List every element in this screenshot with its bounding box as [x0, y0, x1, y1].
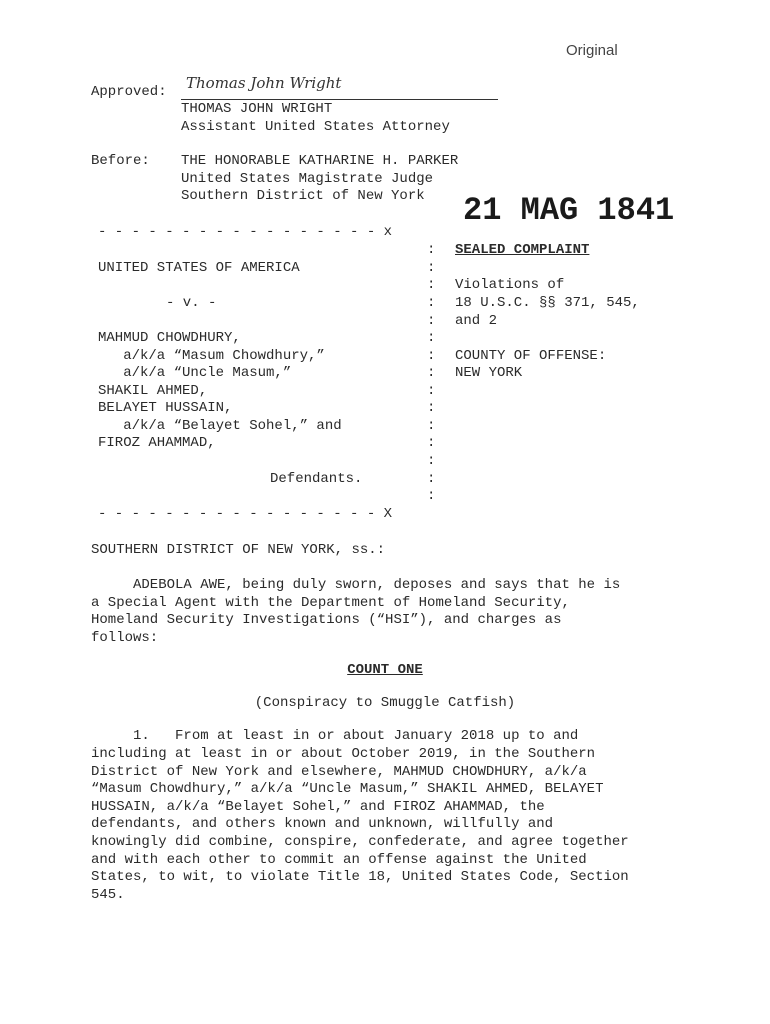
count-subtitle: (Conspiracy to Smuggle Catfish): [254, 695, 516, 711]
violations-line-1: Violations of: [455, 277, 565, 293]
complaint-title: SEALED COMPLAINT: [455, 242, 590, 258]
intro-line: follows:: [91, 630, 159, 646]
colon: :: [427, 365, 436, 381]
colon: :: [427, 488, 436, 504]
para-line: 545.: [91, 887, 125, 903]
attorney-title: Assistant United States Attorney: [181, 119, 450, 135]
para-line: defendants, and others known and unknown, willfully and: [91, 816, 554, 832]
approved-label: Approved:: [91, 84, 167, 100]
judge-title: United States Magistrate Judge: [181, 171, 434, 187]
colon: :: [427, 435, 436, 451]
intro-line: a Special Agent with the Department of Homeland Security,: [91, 595, 570, 611]
colon: :: [427, 330, 436, 346]
defendant-line: a/k/a “Uncle Masum,”: [98, 365, 292, 381]
intro-line: ADEBOLA AWE, being duly sworn, deposes and says that he is: [91, 577, 621, 593]
para-line: States, to wit, to violate Title 18, United States Code, Section: [91, 869, 629, 885]
intro-line: Homeland Security Investigations (“HSI”), and charges as: [91, 612, 562, 628]
colon: :: [427, 471, 436, 487]
para-line: knowingly did combine, conspire, confederate, and agree together: [91, 834, 629, 850]
para-line: and with each other to commit an offense against the United: [91, 852, 587, 868]
signature-line: [181, 99, 498, 100]
district-venue-line: SOUTHERN DISTRICT OF NEW YORK, ss.:: [91, 542, 386, 558]
judge-name: THE HONORABLE KATHARINE H. PARKER: [181, 153, 459, 169]
para-line: District of New York and elsewhere, MAHMUD CHOWDHURY, a/k/a: [91, 764, 587, 780]
defendant-line: FIROZ AHAMMAD,: [98, 435, 216, 451]
handwritten-signature: Thomas John Wright: [186, 74, 342, 92]
defendant-line: a/k/a “Belayet Sohel,” and: [98, 418, 342, 434]
caption-top-border: - - - - - - - - - - - - - - - - - x: [98, 224, 393, 240]
defendant-line: BELAYET HUSSAIN,: [98, 400, 233, 416]
colon: :: [427, 295, 436, 311]
para-line: including at least in or about October 2019, in the Southern: [91, 746, 596, 762]
county-label: COUNTY OF OFFENSE:: [455, 348, 607, 364]
violations-line-3: and 2: [455, 313, 498, 329]
attorney-name: THOMAS JOHN WRIGHT: [181, 101, 333, 117]
para-line: HUSSAIN, a/k/a “Belayet Sohel,” and FIROZ AHAMMAD, the: [91, 799, 545, 815]
violations-line-2: 18 U.S.C. §§ 371, 545,: [455, 295, 640, 311]
defendant-line: a/k/a “Masum Chowdhury,”: [98, 348, 325, 364]
before-label: Before:: [91, 153, 150, 169]
colon: :: [427, 453, 436, 469]
original-mark: Original: [566, 42, 618, 59]
colon: :: [427, 277, 436, 293]
plaintiff-name: UNITED STATES OF AMERICA: [98, 260, 300, 276]
colon: :: [427, 400, 436, 416]
colon: :: [427, 418, 436, 434]
colon: :: [427, 242, 436, 258]
colon: :: [427, 348, 436, 364]
para-line: “Masum Chowdhury,” a/k/a “Uncle Masum,” SHAKIL AHMED, BELAYET: [91, 781, 604, 797]
caption-bottom-border: - - - - - - - - - - - - - - - - - X: [98, 506, 393, 522]
count-title: COUNT ONE: [347, 662, 423, 678]
para-line: 1. From at least in or about January 2018 up to and: [91, 728, 579, 744]
colon: :: [427, 260, 436, 276]
colon: :: [427, 313, 436, 329]
versus-label: - v. -: [166, 295, 217, 311]
defendant-line: MAHMUD CHOWDHURY,: [98, 330, 241, 346]
case-number: 21 MAG 1841: [463, 192, 675, 229]
colon: :: [427, 383, 436, 399]
defendants-label: Defendants.: [270, 471, 363, 487]
defendant-line: SHAKIL AHMED,: [98, 383, 208, 399]
county-value: NEW YORK: [455, 365, 523, 381]
judge-district: Southern District of New York: [181, 188, 425, 204]
